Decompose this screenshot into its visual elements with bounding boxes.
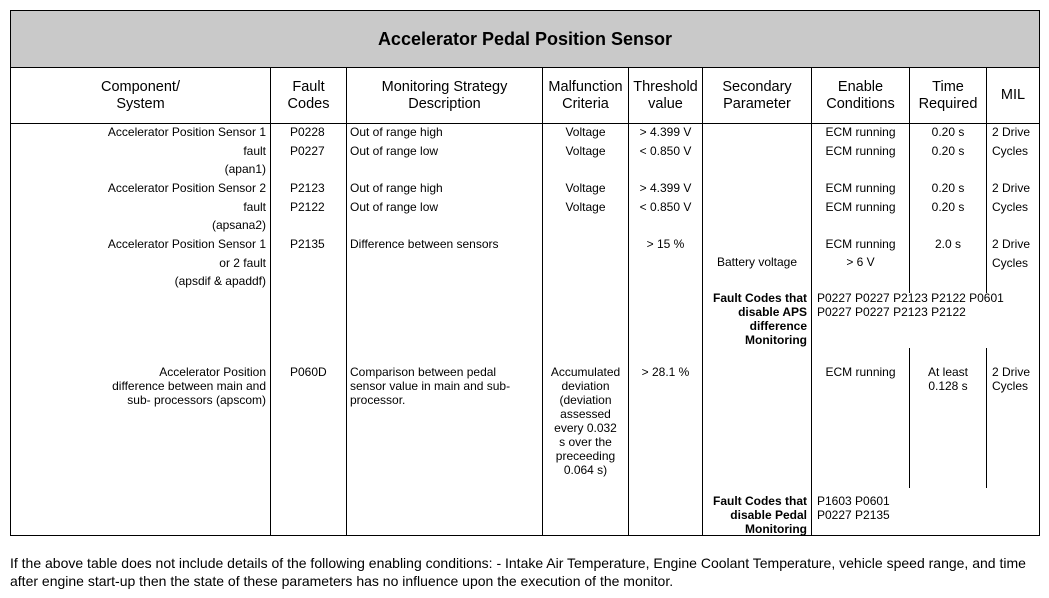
apscom-strategy: Comparison between pedal sensor value in main and sub- processor. <box>350 365 511 407</box>
header-enable: Enable Conditions <box>826 78 895 112</box>
aps2-component: Accelerator Position Sensor 2 fault (apsana2) <box>107 181 266 232</box>
aps2-threshold: > 4.399 V < 0.850 V <box>639 181 692 214</box>
apscom-component: Accelerator Position difference between main and sub- processors (apscom) <box>112 365 266 407</box>
apsdif-time: 2.0 s <box>934 237 961 251</box>
col-divider <box>986 348 987 488</box>
apsdif-disable-label: Fault Codes that disable APS difference Monitoring <box>712 291 807 347</box>
aps1-criteria: Voltage Voltage <box>565 125 606 158</box>
aps1-mil: 2 Drive Cycles <box>992 125 1031 158</box>
col-divider <box>270 67 271 536</box>
header-secondary: Secondary Parameter <box>722 78 792 112</box>
aps2-codes: P2123 P2122 <box>290 181 325 214</box>
apsdif-mil: 2 Drive Cycles <box>992 237 1031 270</box>
header-malfunction: Malfunction Criteria <box>548 78 623 112</box>
aps1-enable: ECM running ECM running <box>825 125 896 158</box>
aps1-strategy: Out of range high Out of range low <box>350 125 443 158</box>
header-mil: MIL <box>1000 87 1026 103</box>
apscom-time: At least 0.128 s <box>927 365 969 393</box>
aps1-threshold: > 4.399 V < 0.850 V <box>639 125 692 158</box>
aps1-codes: P0228 P0227 <box>290 125 325 158</box>
aps1-component: Accelerator Position Sensor 1 fault (apan1) <box>107 125 266 176</box>
aps2-criteria: Voltage Voltage <box>565 181 606 214</box>
table-title: Accelerator Pedal Position Sensor <box>11 11 1039 68</box>
header-component: Component/ System <box>101 78 180 112</box>
apscom-disable-label: Fault Codes that disable Pedal Monitoring <box>712 494 807 536</box>
aps2-enable: ECM running ECM running <box>825 181 896 214</box>
monitor-table <box>10 10 1040 536</box>
apscom-codes: P060D <box>290 365 327 379</box>
apsdif-component: Accelerator Position Sensor 1 or 2 fault (apsdif & apaddf) <box>107 237 266 288</box>
apscom-enable: ECM running <box>825 365 896 379</box>
apsdif-enable: ECM running <box>825 237 896 251</box>
aps2-strategy: Out of range high Out of range low <box>350 181 443 214</box>
header-threshold: Threshold value <box>633 78 698 112</box>
apsdif-enable-voltage: > 6 V <box>846 255 875 269</box>
header-fault-codes: Fault Codes <box>287 78 330 112</box>
footnote: If the above table does not include details of the following enabling conditions: - Intake Air Temperature, Engine Coolant Temperature, vehicle speed range, and time after engine start-up then the state of these parameters has no influence upon the execution of the monitor. <box>10 555 1026 589</box>
apscom-threshold: > 28.1 % <box>641 365 690 379</box>
apsdif-disable-codes: P0227 P0227 P2123 P2122 P0601 P0227 P0227 P2123 P2122 <box>817 291 1004 319</box>
apscom-criteria: Accumulated deviation (deviation assessed every 0.032 s over the preceeding 0.064 s) <box>550 365 621 477</box>
apscom-mil: 2 Drive Cycles <box>992 365 1031 393</box>
apscom-disable-codes: P1603 P0601 P0227 P2135 <box>817 494 890 522</box>
aps1-time: 0.20 s 0.20 s <box>931 125 965 158</box>
apsdif-threshold: > 15 % <box>646 237 685 251</box>
aps2-time: 0.20 s 0.20 s <box>931 181 965 214</box>
header-time: Time Required <box>918 78 978 112</box>
col-divider <box>346 67 347 536</box>
aps2-mil: 2 Drive Cycles <box>992 181 1031 214</box>
apsdif-secondary: Battery voltage <box>716 255 798 269</box>
apsdif-strategy: Difference between sensors <box>350 237 499 251</box>
header-strategy: Monitoring Strategy Description <box>381 78 508 112</box>
apsdif-codes: P2135 <box>290 237 325 251</box>
